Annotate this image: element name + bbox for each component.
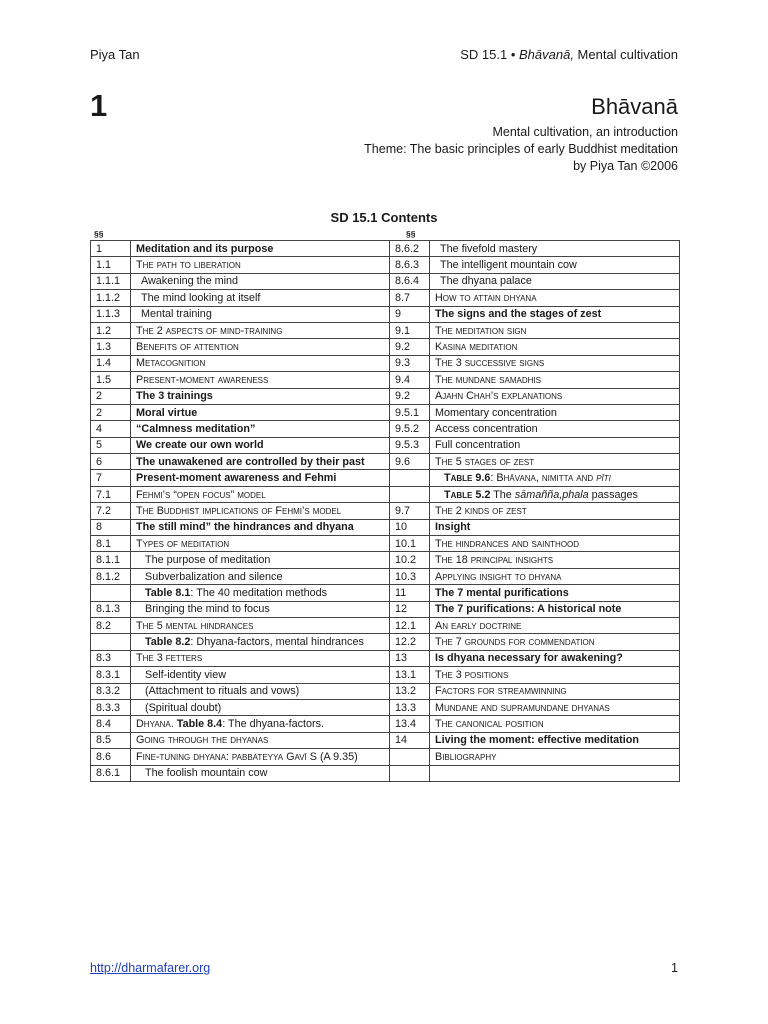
section-number: 1.1 <box>91 257 131 273</box>
contents-row <box>91 290 680 306</box>
contents-row <box>91 536 680 552</box>
section-number: 12 <box>390 601 430 617</box>
section-number: 2 <box>91 388 131 404</box>
section-number: 8.6.2 <box>390 241 430 257</box>
section-number: 1.5 <box>91 372 131 388</box>
contents-row <box>91 667 680 683</box>
section-number: 9.2 <box>390 339 430 355</box>
contents-row <box>91 339 680 355</box>
section-title: The still mind” the hindrances and dhyana <box>131 519 390 535</box>
section-number: 9.1 <box>390 322 430 338</box>
title-block <box>364 94 678 175</box>
section-number: 13.4 <box>390 716 430 732</box>
section-number: 11 <box>390 585 430 601</box>
footer-website-link[interactable]: http://dharmafarer.org <box>90 961 211 975</box>
section-number: 7.1 <box>91 486 131 502</box>
section-title: The fivefold mastery <box>430 241 680 257</box>
page-number: 1 <box>671 961 678 975</box>
section-title: The intelligent mountain cow <box>430 257 680 273</box>
section-number: 9.6 <box>390 454 430 470</box>
contents-row <box>91 404 680 420</box>
contents-row <box>91 241 680 257</box>
section-title: Metacognition <box>131 355 390 371</box>
section-number: 13.3 <box>390 699 430 715</box>
section-number: 12.2 <box>390 634 430 650</box>
section-number: 8.2 <box>91 617 131 633</box>
section-number: 13 <box>390 650 430 666</box>
section-title: The mind looking at itself <box>131 290 390 306</box>
section-title: The canonical position <box>430 716 680 732</box>
section-title: Bibliography <box>430 749 680 765</box>
section-title: The Buddhist implications of Fehmi’s model <box>131 503 390 519</box>
contents-row <box>91 454 680 470</box>
contents-row <box>91 257 680 273</box>
contents-row <box>91 322 680 338</box>
section-number: 1.3 <box>91 339 131 355</box>
section-number: 9.5.3 <box>390 437 430 453</box>
contents-row <box>91 601 680 617</box>
section-title: Full concentration <box>430 437 680 453</box>
section-number: 1.1.1 <box>91 273 131 289</box>
section-title: The signs and the stages of zest <box>430 306 680 322</box>
section-number: 10.1 <box>390 536 430 552</box>
section-number: 8.3 <box>91 650 131 666</box>
section-number: 9 <box>390 306 430 322</box>
section-number: 6 <box>91 454 131 470</box>
section-title: The 7 purifications: A historical note <box>430 601 680 617</box>
section-number: 13.1 <box>390 667 430 683</box>
contents-row <box>91 503 680 519</box>
section-number: 2 <box>91 404 131 420</box>
section-number: 8.1.1 <box>91 552 131 568</box>
section-number: 8.3.3 <box>91 699 131 715</box>
section-title: How to attain dhyana <box>430 290 680 306</box>
section-number: 9.2 <box>390 388 430 404</box>
contents-row <box>91 552 680 568</box>
section-title: Fine-tuning dhyana: pabbateyya Gavī S (A 9.35) <box>131 749 390 765</box>
reference-suffix: Mental cultivation <box>573 47 678 62</box>
section-title: The 3 fetters <box>131 650 390 666</box>
running-header-author: Piya Tan <box>90 47 140 62</box>
section-number: 8.6.3 <box>390 257 430 273</box>
contents-row <box>91 421 680 437</box>
section-title: Subverbalization and silence <box>131 568 390 584</box>
section-title: Ajahn Chah’s explanations <box>430 388 680 404</box>
section-number: 8.3.2 <box>91 683 131 699</box>
section-number: 1.4 <box>91 355 131 371</box>
section-title: (Attachment to rituals and vows) <box>131 683 390 699</box>
section-title: (Spiritual doubt) <box>131 699 390 715</box>
section-number: 8.1.2 <box>91 568 131 584</box>
section-number: 4 <box>91 421 131 437</box>
section-title: Awakening the mind <box>131 273 390 289</box>
contents-heading: SD 15.1 Contents <box>330 210 438 225</box>
section-title: The purpose of meditation <box>131 552 390 568</box>
contents-table <box>90 240 680 782</box>
section-number: 9.3 <box>390 355 430 371</box>
contents-row <box>91 617 680 633</box>
section-title: The 18 principal insights <box>430 552 680 568</box>
contents-row <box>91 306 680 322</box>
section-number: 8.3.1 <box>91 667 131 683</box>
section-title: The 3 positions <box>430 667 680 683</box>
section-title: The 7 mental purifications <box>430 585 680 601</box>
section-title: Moral virtue <box>131 404 390 420</box>
contents-row <box>91 650 680 666</box>
section-title: Insight <box>430 519 680 535</box>
contents-row <box>91 388 680 404</box>
section-number <box>390 486 430 502</box>
section-title: The 2 kinds of zest <box>430 503 680 519</box>
contents-row <box>91 634 680 650</box>
contents-row <box>91 683 680 699</box>
contents-row <box>91 519 680 535</box>
section-number: 9.5.1 <box>390 404 430 420</box>
section-title: “Calmness meditation” <box>131 421 390 437</box>
section-number: 14 <box>390 732 430 748</box>
section-number <box>390 470 430 486</box>
section-title: Mental training <box>131 306 390 322</box>
contents-row <box>91 732 680 748</box>
section-title: Is dhyana necessary for awakening? <box>430 650 680 666</box>
section-number: 10.3 <box>390 568 430 584</box>
section-title: The mundane samadhis <box>430 372 680 388</box>
contents-row <box>91 716 680 732</box>
section-symbol-left: §§ <box>94 229 104 239</box>
section-number <box>390 749 430 765</box>
contents-row <box>91 486 680 502</box>
running-header-reference <box>460 47 678 62</box>
section-title: Access concentration <box>430 421 680 437</box>
section-number: 8.7 <box>390 290 430 306</box>
section-number: 9.4 <box>390 372 430 388</box>
contents-row <box>91 355 680 371</box>
contents-row <box>91 437 680 453</box>
section-number: 1.1.2 <box>91 290 131 306</box>
section-number: 7.2 <box>91 503 131 519</box>
section-number <box>390 765 430 781</box>
section-title: Momentary concentration <box>430 404 680 420</box>
section-number: 12.1 <box>390 617 430 633</box>
reference-prefix: SD 15.1 • <box>460 47 519 62</box>
contents-row <box>91 372 680 388</box>
section-title: Table 9.6: Bhāvana, nimitta and pīti <box>430 470 680 486</box>
chapter-subtitle: Mental cultivation, an introduction <box>492 125 678 139</box>
section-symbol-right: §§ <box>406 229 416 239</box>
section-title: Kasina meditation <box>430 339 680 355</box>
section-title: Bringing the mind to focus <box>131 601 390 617</box>
section-title: Living the moment: effective meditation <box>430 732 680 748</box>
section-title: Self-identity view <box>131 667 390 683</box>
section-title: The hindrances and sainthood <box>430 536 680 552</box>
section-title: Table 8.1: The 40 meditation methods <box>131 585 390 601</box>
section-title: Meditation and its purpose <box>131 241 390 257</box>
section-number: 13.2 <box>390 683 430 699</box>
section-number <box>91 634 131 650</box>
section-number: 8 <box>91 519 131 535</box>
section-title: Present-moment awareness and Fehmi <box>131 470 390 486</box>
section-title: The 2 aspects of mind-training <box>131 322 390 338</box>
section-title: Benefits of attention <box>131 339 390 355</box>
section-number: 10.2 <box>390 552 430 568</box>
contents-row <box>91 749 680 765</box>
section-number: 1.1.3 <box>91 306 131 322</box>
contents-row <box>91 699 680 715</box>
section-title: The 5 mental hindrances <box>131 617 390 633</box>
section-title: The 5 stages of zest <box>430 454 680 470</box>
contents-row <box>91 470 680 486</box>
chapter-theme: Theme: The basic principles of early Buddhist meditation <box>364 142 678 156</box>
section-title: An early doctrine <box>430 617 680 633</box>
section-title: Types of meditation <box>131 536 390 552</box>
section-title: The dhyana palace <box>430 273 680 289</box>
section-title: Factors for streamwinning <box>430 683 680 699</box>
chapter-title: Bhāvanā <box>591 94 678 119</box>
section-number: 8.5 <box>91 732 131 748</box>
section-number: 8.4 <box>91 716 131 732</box>
section-number <box>91 585 131 601</box>
section-title: The 3 successive signs <box>430 355 680 371</box>
section-number: 5 <box>91 437 131 453</box>
section-number: 8.6.4 <box>390 273 430 289</box>
section-title: We create our own world <box>131 437 390 453</box>
contents-row <box>91 765 680 781</box>
section-number: 8.1 <box>91 536 131 552</box>
section-title: The path to liberation <box>131 257 390 273</box>
section-number: 8.1.3 <box>91 601 131 617</box>
section-number: 8.6 <box>91 749 131 765</box>
section-title <box>430 765 680 781</box>
section-title: Applying insight to dhyana <box>430 568 680 584</box>
section-title: The meditation sign <box>430 322 680 338</box>
section-title: Present-moment awareness <box>131 372 390 388</box>
section-number: 8.6.1 <box>91 765 131 781</box>
section-title: Fehmi’s “open focus” model <box>131 486 390 502</box>
section-number: 9.7 <box>390 503 430 519</box>
section-title: The unawakened are controlled by their past <box>131 454 390 470</box>
section-title: The 3 trainings <box>131 388 390 404</box>
section-title: The 7 grounds for commendation <box>430 634 680 650</box>
contents-row <box>91 568 680 584</box>
section-title: Table 5.2 The sāmañña,phala passages <box>430 486 680 502</box>
contents-row <box>91 273 680 289</box>
section-title: Mundane and supramundane dhyanas <box>430 699 680 715</box>
contents-table-body <box>91 241 680 782</box>
section-number: 1.2 <box>91 322 131 338</box>
reference-title: Bhāvanā, <box>519 47 574 62</box>
section-number: 1 <box>91 241 131 257</box>
chapter-number: 1 <box>90 88 108 123</box>
section-title: Going through the dhyanas <box>131 732 390 748</box>
section-title: Table 8.2: Dhyana-factors, mental hindrances <box>131 634 390 650</box>
section-title: The foolish mountain cow <box>131 765 390 781</box>
section-number: 10 <box>390 519 430 535</box>
section-number: 7 <box>91 470 131 486</box>
section-number: 9.5.2 <box>390 421 430 437</box>
chapter-byline: by Piya Tan ©2006 <box>573 159 678 173</box>
section-title: Dhyana. Table 8.4: The dhyana-factors. <box>131 716 390 732</box>
contents-row <box>91 585 680 601</box>
